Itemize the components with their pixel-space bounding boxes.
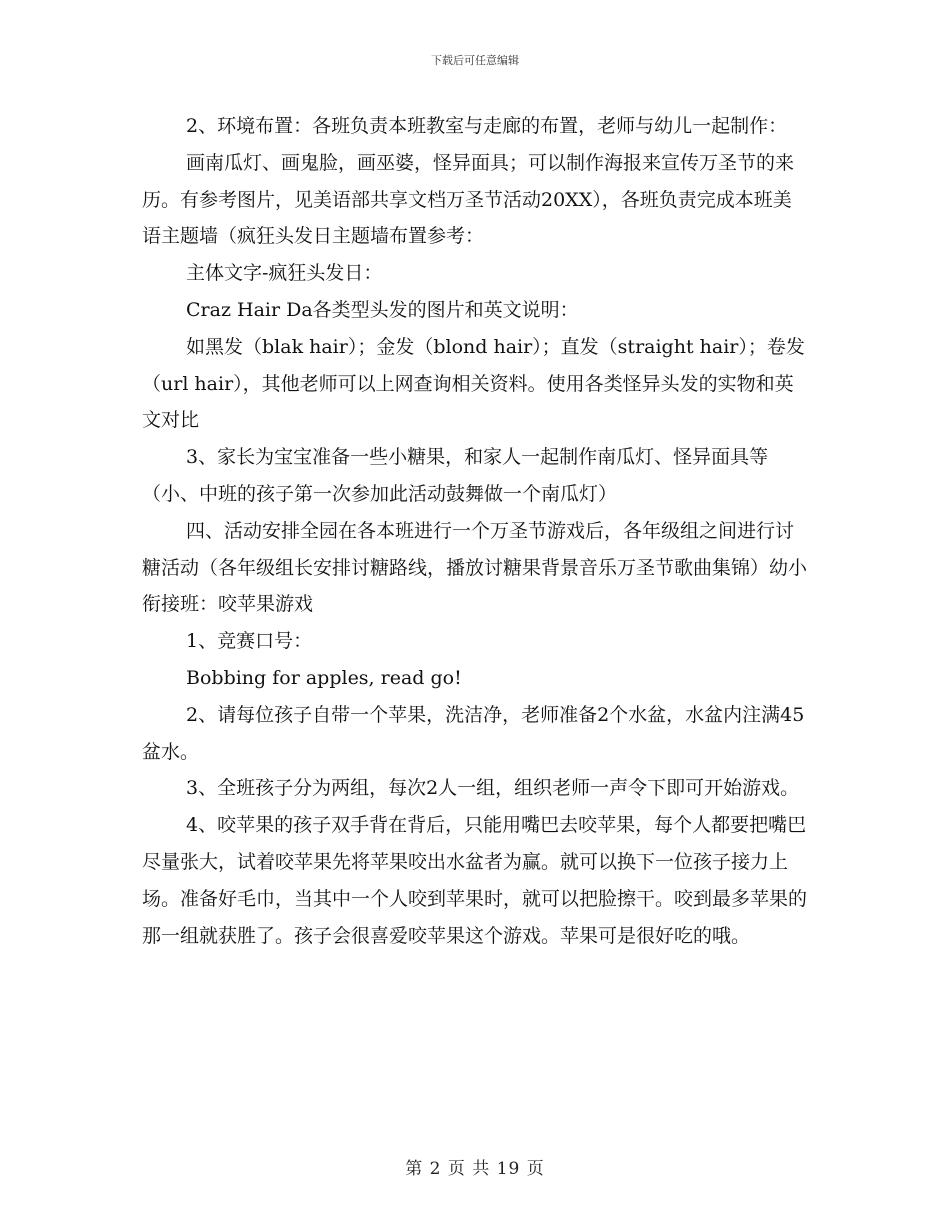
paragraph-groups: 3、全班孩子分为两组，每次2人一组，组织老师一声令下即可开始游戏。: [186, 777, 800, 800]
paragraph-drawing: 画南瓜灯、画鬼脸，画巫婆，怪异面具；可以制作海报来宣传万圣节的来历。有参考图片，见美语部共享文档万圣节活动20XX），各班负责完成本班美语主题墙（疯狂头发日主题墙布置参考：: [142, 151, 795, 248]
paragraph-parents: 3、家长为宝宝准备一些小糖果，和家人一起制作南瓜灯、怪异面具等（小、中班的孩子第一次参加此活动鼓舞做一个南瓜灯）: [142, 446, 769, 505]
paragraph-crazy-hair: Craz Hair Da各类型头发的图片和英文说明：: [186, 298, 579, 321]
paragraph-rules: 4、咬苹果的孩子双手背在背后，只能用嘴巴去咬苹果，每个人都要把嘴巴尽量张大，试着咬苹果先将苹果咬出水盆者为赢。就可以换下一位孩子接力上场。准备好毛巾，当其中一个人咬到苹果时，就可以把脸擦干。咬到最多苹果的那一组就获胜了。孩子会很喜爱咬苹果这个游戏。苹果可是很好吃的哦。: [142, 814, 808, 947]
paragraph-schedule: 四、活动安排全园在各本班进行一个万圣节游戏后，各年级组之间进行讨糖活动（各年级组长安排讨糖路线，播放讨糖果背景音乐万圣节歌曲集锦）幼小衔接班：咬苹果游戏: [142, 519, 808, 616]
paragraph-hair-types: 如黑发（blak hair）；金发（blond hair）；直发（straight hair）；卷发（url hair），其他老师可以上网查询相关资料。使用各类怪异头发的实物和英文对比: [142, 335, 805, 432]
paragraph-slogan-heading: 1、竞赛口号：: [186, 630, 313, 653]
paragraph-slogan: Bobbing for apples, read go!: [186, 666, 462, 689]
paragraph-main-text: 主体文字-疯狂头发日：: [186, 262, 383, 285]
paragraph-apples: 2、请每位孩子自带一个苹果，洗洁净，老师准备2个水盆，水盆内注满45盆水。: [142, 703, 805, 763]
document-body: [142, 108, 810, 954]
page-number-footer: 第 2 页 共 19 页: [405, 1159, 545, 1179]
paragraph-env-setup: 2、环境布置：各班负责本班教室与走廊的布置，老师与幼儿一起制作：: [186, 115, 788, 137]
page-header: 下载后可任意编辑: [431, 54, 519, 67]
